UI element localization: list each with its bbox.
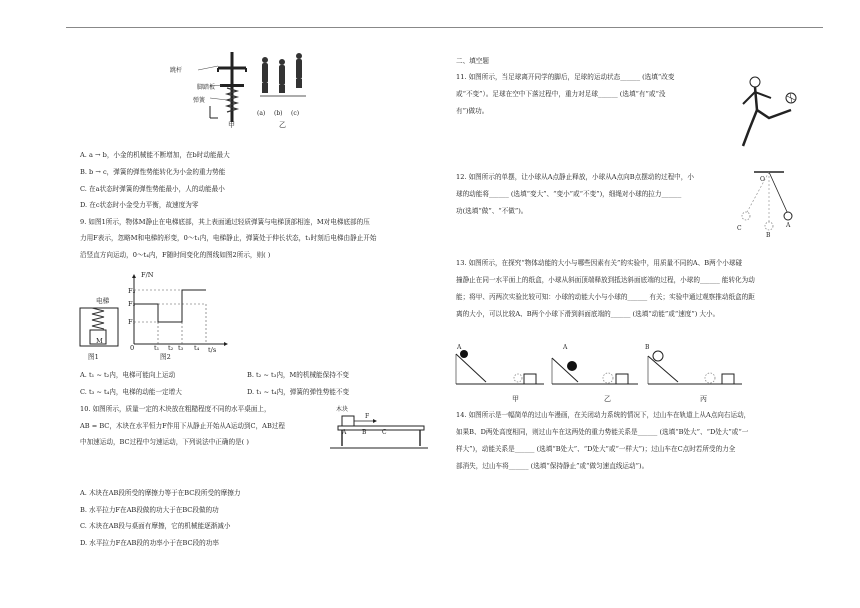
- q13-line-2: 撞静止在同一水平面上的纸盒，小球从斜面顶端释放到抵达斜面底端的过程，小球的______ 能转化为动: [456, 276, 755, 284]
- q13-line-3: 能；将甲、丙两次实验比较可知：小球的动能大小与小球的______ 有关；实验中通过观察推动纸盒的距: [456, 293, 755, 301]
- q13-line-1: 13. 如图所示，在探究“物体动能的大小与哪些因素有关”的实验中，用质量不同的A、B两个小球碰: [456, 259, 743, 267]
- q14-line-4: 部消失，过山车将______ (选填“保持静止”或“做匀速直线运动”)。: [456, 462, 649, 470]
- pendulum-label-a: A: [786, 222, 791, 229]
- caption-yi: 乙: [279, 121, 286, 129]
- graph-tick-t2: t₂: [168, 344, 174, 352]
- caption-jia: 甲: [228, 121, 235, 129]
- graph-tick-t3: t₃: [178, 344, 184, 352]
- q12-line-2: 球的动能将______ (选填“变大”、“变小”或“不变”)，细绳对小球的拉力______: [456, 190, 682, 198]
- label-sub-a: (a): [257, 110, 266, 117]
- label-tiaogan: 跳杆: [170, 67, 183, 74]
- label-sub-c: (c): [291, 110, 300, 117]
- graph-tick-f3: F₃: [128, 287, 136, 295]
- pendulum-label-b: B: [766, 232, 771, 239]
- q9-line-1: 9. 如图1所示，物体M静止在电梯底部，其上表面通过轻质弹簧与电梯顶部相连，M对电梯底部的压: [80, 218, 370, 226]
- label-elevator: 电梯: [96, 297, 110, 305]
- q11-line-2: 或“不变”）。足球在空中下落过程中，重力对足球______ (选填“有”或“没: [456, 90, 666, 98]
- ramp-ball-a-jia: A: [457, 344, 462, 351]
- q13-line-4: 离的大小，可以比较A、B两个小球下滑到斜面底端的______ (选填“动能”或“速度”) 大小。: [456, 310, 720, 318]
- ramp-ball-a-yi: A: [563, 344, 568, 351]
- header-rule: [66, 27, 823, 28]
- ramp-jia: [456, 350, 544, 384]
- q9-option-c: C. t₃ ~ t₄内，电梯的动能一定增大: [80, 388, 182, 396]
- caption-ramp-yi: 乙: [604, 395, 611, 403]
- q14-line-3: 样大”)，动能关系是______ (选填“B处大”、“D处大”或“一样大”)；过山车在C点时若所受的力全: [456, 445, 736, 453]
- graph-tick-f2: F₂: [128, 300, 136, 308]
- graph-tick-f1: F₁: [128, 318, 136, 326]
- f-t-graph: [120, 272, 230, 352]
- q12-line-1: 12. 如图所示的单摆，让小球从A点静止释放，小球从A点向B点摆动的过程中，小: [456, 173, 694, 181]
- label-point-a: A: [342, 429, 347, 436]
- q9-line-3: 沿竖直方向运动，0～t₄内，F随时间变化的图线如图2所示，则( ): [80, 251, 271, 259]
- q8-option-a: A. a → b，小金的机械能不断增加，在b时动能最大: [80, 151, 230, 159]
- q12-line-3: 功(选填“做”、“不做”)。: [456, 207, 528, 215]
- graph-origin: 0: [130, 344, 135, 352]
- q8-option-d: D. 在c状态时小金受力平衡，故速度为零: [80, 201, 199, 209]
- q8-option-b: B. b → c，弹簧的弹性势能转化为小金的重力势能: [80, 168, 226, 176]
- graph-x-axis-label: t/s: [208, 346, 217, 354]
- pendulum-label-o: O: [760, 176, 765, 183]
- q10-option-d: D. 水平拉力F在AB段的功率小于在BC段的功率: [80, 539, 219, 547]
- q10-option-c: C. 木块在AB段与桌面有摩擦，它的机械能逐渐减小: [80, 522, 231, 530]
- label-block: 木块: [336, 406, 349, 413]
- section-title: 二、填空题: [456, 57, 489, 65]
- q9-option-a: A. t₁ ~ t₂内，电梯可能向上运动: [80, 371, 176, 379]
- caption-fig2: 图2: [160, 353, 171, 361]
- soccer-player-figure: [735, 74, 805, 154]
- label-force: F: [365, 413, 370, 420]
- graph-tick-t4: t₄: [194, 344, 200, 352]
- caption-ramp-jia: 甲: [512, 395, 519, 403]
- caption-fig1: 图1: [88, 353, 99, 361]
- q9-option-b: B. t₂ ~ t₃内，M的机械能保持不变: [247, 371, 350, 379]
- label-m: M: [96, 337, 103, 345]
- ramp-ball-b: B: [645, 344, 650, 351]
- q11-line-1: 11. 如图所示，当足球离开同学的脚后，足球的运动状态______ (选填“改变: [456, 73, 675, 81]
- q10-option-a: A. 木块在AB段所受的摩擦力等于在BC段所受的摩擦力: [80, 489, 241, 497]
- q14-line-2: 如果B、D两处高度相同，则过山车在这两处的重力势能关系是______ (选填“B处大”、“D处大”或“一: [456, 428, 749, 436]
- q9-option-d: D. t₁ ~ t₄内，弹簧的弹性势能不变: [247, 388, 350, 396]
- ramp-yi: [552, 358, 638, 384]
- q8-option-c: C. 在a状态时弹簧的弹性势能最小，人的动能最小: [80, 185, 225, 193]
- ramp-experiment-figure: [452, 340, 748, 392]
- caption-ramp-bing: 丙: [700, 395, 707, 403]
- q9-line-2: 力用F表示，忽略M和电梯的形变，0～t₁内，电梯静止，弹簧处于伸长状态，t₁时刻后电梯由静止开始: [80, 234, 377, 242]
- q10-line-1: 10. 如图所示，质量一定的木块放在粗糙程度不同的水平桌面上，: [80, 405, 271, 413]
- q10-line-3: 中加速运动，BC过程中匀速运动，下列说法中正确的是( ): [80, 438, 249, 446]
- label-tabban: 脚踏板: [197, 84, 216, 91]
- pendulum-label-c: C: [737, 225, 742, 232]
- ramp-bing: [648, 351, 742, 384]
- graph-tick-t1: t₁: [154, 344, 160, 352]
- q10-line-2: AB = BC，木块在水平恒力F作用下从静止开始从A运动到C，AB过程: [80, 422, 285, 430]
- q10-option-b: B. 水平拉力F在AB段做的功大于在BC段做的功: [80, 506, 219, 514]
- label-point-c: C: [382, 429, 387, 436]
- label-tanhuang: 弹簧: [193, 97, 206, 104]
- q14-line-1: 14. 如图所示是一幅简单的过山车漫画，在关闭动力系统的情况下，过山车在轨道上从A点向右运动，: [456, 411, 751, 419]
- q11-line-3: 有”)做功。: [456, 107, 489, 115]
- graph-y-axis-label: F/N: [141, 271, 154, 279]
- label-sub-b: (b): [274, 110, 283, 117]
- label-point-b: B: [362, 429, 367, 436]
